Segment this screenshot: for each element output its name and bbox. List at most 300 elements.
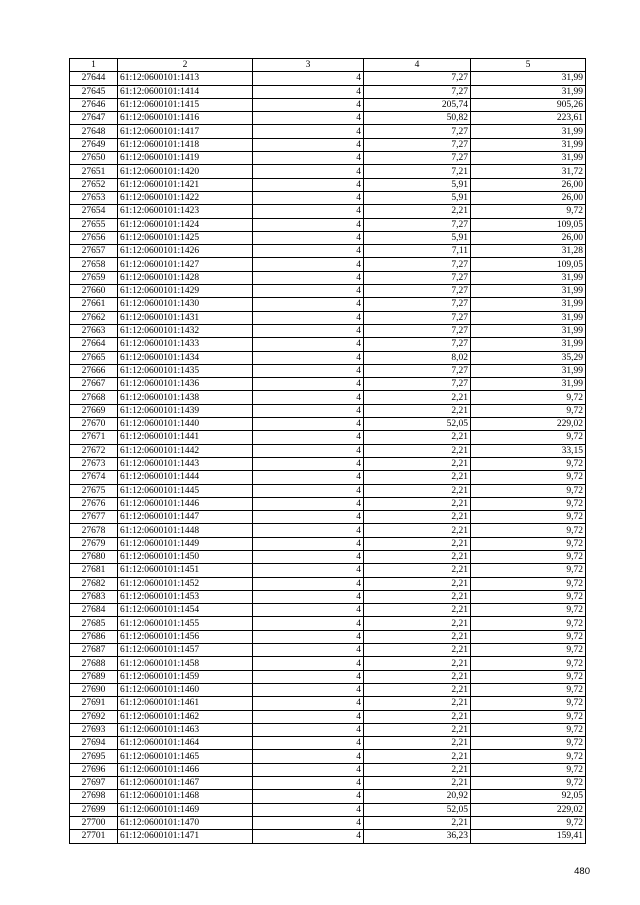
table-cell: 27646 [70, 98, 118, 111]
table-cell: 27696 [70, 763, 118, 776]
table-cell: 61:12:0600101:1465 [118, 750, 253, 763]
table-cell: 27671 [70, 431, 118, 444]
table-cell: 9,72 [471, 391, 586, 404]
table-cell: 61:12:0600101:1449 [118, 537, 253, 550]
table-cell: 9,72 [471, 644, 586, 657]
table-cell: 4 [253, 657, 364, 670]
table-cell: 27653 [70, 191, 118, 204]
table-cell: 2,21 [364, 471, 471, 484]
table-row [70, 351, 586, 364]
table-cell: 61:12:0600101:1423 [118, 205, 253, 218]
table-row [70, 112, 586, 125]
table-cell: 27686 [70, 630, 118, 643]
table-cell: 2,21 [364, 524, 471, 537]
table-cell: 61:12:0600101:1424 [118, 218, 253, 231]
table-cell: 27692 [70, 710, 118, 723]
table-cell: 4 [253, 178, 364, 191]
table-cell: 31,99 [471, 152, 586, 165]
table-cell: 27673 [70, 457, 118, 470]
table-cell: 61:12:0600101:1430 [118, 298, 253, 311]
table-cell: 27667 [70, 378, 118, 391]
table-cell: 52,05 [364, 803, 471, 816]
table-cell: 4 [253, 338, 364, 351]
table-row [70, 125, 586, 138]
table-cell: 9,72 [471, 471, 586, 484]
table-cell: 61:12:0600101:1440 [118, 418, 253, 431]
table-cell: 159,41 [471, 830, 586, 843]
table-cell: 35,29 [471, 351, 586, 364]
table-cell: 26,00 [471, 178, 586, 191]
table-cell: 27649 [70, 138, 118, 151]
table-cell: 9,72 [471, 777, 586, 790]
table-row [70, 431, 586, 444]
table-cell: 26,00 [471, 191, 586, 204]
table-cell: 50,82 [364, 112, 471, 125]
table-cell: 9,72 [471, 404, 586, 417]
table-cell: 9,72 [471, 710, 586, 723]
table-cell: 27652 [70, 178, 118, 191]
table-row [70, 710, 586, 723]
table-cell: 7,27 [364, 298, 471, 311]
table-cell: 61:12:0600101:1470 [118, 816, 253, 829]
table-cell: 9,72 [471, 604, 586, 617]
table-cell: 26,00 [471, 231, 586, 244]
table-cell: 2,21 [364, 670, 471, 683]
table-cell: 4 [253, 72, 364, 85]
table-cell: 4 [253, 497, 364, 510]
table-cell: 27663 [70, 324, 118, 337]
table-cell: 7,27 [364, 85, 471, 98]
table-cell: 7,27 [364, 218, 471, 231]
table-cell: 31,99 [471, 311, 586, 324]
table-row [70, 737, 586, 750]
table-row [70, 324, 586, 337]
table-row [70, 670, 586, 683]
table-cell: 7,27 [364, 311, 471, 324]
table-cell: 9,72 [471, 630, 586, 643]
table-cell: 27675 [70, 484, 118, 497]
table-cell: 9,72 [471, 750, 586, 763]
table-cell: 4 [253, 604, 364, 617]
table-cell: 9,72 [471, 657, 586, 670]
table-cell: 4 [253, 683, 364, 696]
table-cell: 4 [253, 112, 364, 125]
table-cell: 61:12:0600101:1436 [118, 378, 253, 391]
table-cell: 27662 [70, 311, 118, 324]
table-cell: 61:12:0600101:1459 [118, 670, 253, 683]
table-row [70, 657, 586, 670]
table-cell: 4 [253, 231, 364, 244]
table-row [70, 830, 586, 843]
table-cell: 109,05 [471, 218, 586, 231]
table-cell: 4 [253, 98, 364, 111]
table-cell: 2,21 [364, 697, 471, 710]
table-cell: 61:12:0600101:1416 [118, 112, 253, 125]
table-cell: 7,27 [364, 338, 471, 351]
table-row [70, 205, 586, 218]
table-cell: 4 [253, 138, 364, 151]
table-cell: 27690 [70, 683, 118, 696]
table-row [70, 590, 586, 603]
table-cell: 4 [253, 404, 364, 417]
table-row [70, 364, 586, 377]
table-cell: 27691 [70, 697, 118, 710]
table-cell: 27672 [70, 444, 118, 457]
table-cell: 27659 [70, 271, 118, 284]
table-cell: 8,02 [364, 351, 471, 364]
table-cell: 4 [253, 777, 364, 790]
table-cell: 4 [253, 537, 364, 550]
table-cell: 4 [253, 324, 364, 337]
table-cell: 4 [253, 803, 364, 816]
table-cell: 31,99 [471, 285, 586, 298]
table-cell: 9,72 [471, 497, 586, 510]
table-cell: 61:12:0600101:1448 [118, 524, 253, 537]
table-row [70, 218, 586, 231]
table-row [70, 258, 586, 271]
table-row [70, 298, 586, 311]
table-cell: 4 [253, 378, 364, 391]
table-cell: 61:12:0600101:1434 [118, 351, 253, 364]
table-cell: 31,99 [471, 298, 586, 311]
table-cell: 4 [253, 471, 364, 484]
table-cell: 9,72 [471, 564, 586, 577]
table-row [70, 497, 586, 510]
table-row [70, 604, 586, 617]
table-cell: 223,61 [471, 112, 586, 125]
table-cell: 109,05 [471, 258, 586, 271]
table-cell: 9,72 [471, 524, 586, 537]
table-cell: 7,27 [364, 364, 471, 377]
table-cell: 27677 [70, 511, 118, 524]
table-cell: 9,72 [471, 577, 586, 590]
table-cell: 61:12:0600101:1447 [118, 511, 253, 524]
table-cell: 31,99 [471, 125, 586, 138]
table-cell: 4 [253, 165, 364, 178]
table-cell: 27697 [70, 777, 118, 790]
cadastral-table [69, 58, 586, 844]
table-cell: 61:12:0600101:1456 [118, 630, 253, 643]
table-cell: 61:12:0600101:1468 [118, 790, 253, 803]
table-cell: 4 [253, 125, 364, 138]
table-cell: 27688 [70, 657, 118, 670]
table-cell: 61:12:0600101:1444 [118, 471, 253, 484]
table-cell: 7,27 [364, 285, 471, 298]
table-row [70, 85, 586, 98]
table-cell: 27670 [70, 418, 118, 431]
table-cell: 4 [253, 550, 364, 563]
table-cell: 92,05 [471, 790, 586, 803]
table-cell: 27685 [70, 617, 118, 630]
table-cell: 27693 [70, 723, 118, 736]
table-cell: 61:12:0600101:1427 [118, 258, 253, 271]
table-cell: 4 [253, 152, 364, 165]
table-row [70, 245, 586, 258]
table-cell: 27680 [70, 550, 118, 563]
table-row [70, 418, 586, 431]
table-cell: 61:12:0600101:1460 [118, 683, 253, 696]
table-cell: 4 [253, 431, 364, 444]
table-cell: 9,72 [471, 484, 586, 497]
table-cell: 2,21 [364, 737, 471, 750]
table-row [70, 763, 586, 776]
table-row [70, 816, 586, 829]
table-cell: 31,99 [471, 72, 586, 85]
table-cell: 61:12:0600101:1432 [118, 324, 253, 337]
table-cell: 61:12:0600101:1464 [118, 737, 253, 750]
table-cell: 9,72 [471, 816, 586, 829]
column-header-1: 1 [70, 59, 118, 72]
table-row [70, 630, 586, 643]
table-cell: 2,21 [364, 644, 471, 657]
table-cell: 27678 [70, 524, 118, 537]
table-cell: 4 [253, 816, 364, 829]
table-row [70, 338, 586, 351]
table-cell: 27651 [70, 165, 118, 178]
table-cell: 4 [253, 564, 364, 577]
table-cell: 2,21 [364, 431, 471, 444]
table-row [70, 750, 586, 763]
table-row [70, 444, 586, 457]
table-cell: 4 [253, 511, 364, 524]
table-cell: 61:12:0600101:1451 [118, 564, 253, 577]
table-row [70, 138, 586, 151]
table-cell: 27668 [70, 391, 118, 404]
table-cell: 31,99 [471, 138, 586, 151]
table-cell: 61:12:0600101:1471 [118, 830, 253, 843]
table-row [70, 457, 586, 470]
table-cell: 61:12:0600101:1415 [118, 98, 253, 111]
table-cell: 7,27 [364, 152, 471, 165]
table-cell: 27682 [70, 577, 118, 590]
table-cell: 27689 [70, 670, 118, 683]
table-cell: 4 [253, 710, 364, 723]
table-cell: 9,72 [471, 683, 586, 696]
table-cell: 4 [253, 311, 364, 324]
table-row [70, 72, 586, 85]
table-cell: 61:12:0600101:1450 [118, 550, 253, 563]
table-cell: 4 [253, 697, 364, 710]
table-row [70, 777, 586, 790]
table-row [70, 697, 586, 710]
table-header-row [70, 59, 586, 72]
table-cell: 61:12:0600101:1433 [118, 338, 253, 351]
table-cell: 61:12:0600101:1457 [118, 644, 253, 657]
table-cell: 2,21 [364, 657, 471, 670]
table-cell: 4 [253, 524, 364, 537]
table-body [70, 72, 586, 843]
table-row [70, 617, 586, 630]
table-cell: 4 [253, 444, 364, 457]
table-cell: 61:12:0600101:1429 [118, 285, 253, 298]
table-cell: 9,72 [471, 590, 586, 603]
table-row [70, 285, 586, 298]
table-cell: 61:12:0600101:1453 [118, 590, 253, 603]
table-cell: 4 [253, 590, 364, 603]
table-cell: 9,72 [471, 431, 586, 444]
table-row [70, 165, 586, 178]
table-cell: 9,72 [471, 723, 586, 736]
column-header-4: 4 [364, 59, 471, 72]
table-cell: 9,72 [471, 697, 586, 710]
table-cell: 61:12:0600101:1419 [118, 152, 253, 165]
table-cell: 2,21 [364, 511, 471, 524]
table-cell: 4 [253, 391, 364, 404]
table-cell: 4 [253, 484, 364, 497]
table-cell: 61:12:0600101:1469 [118, 803, 253, 816]
table-cell: 4 [253, 271, 364, 284]
table-cell: 61:12:0600101:1413 [118, 72, 253, 85]
table-cell: 2,21 [364, 205, 471, 218]
table-row [70, 723, 586, 736]
table-cell: 2,21 [364, 723, 471, 736]
table-cell: 31,28 [471, 245, 586, 258]
table-row [70, 550, 586, 563]
table-cell: 4 [253, 85, 364, 98]
table-cell: 4 [253, 790, 364, 803]
table-cell: 27669 [70, 404, 118, 417]
table-cell: 27654 [70, 205, 118, 218]
table-cell: 27665 [70, 351, 118, 364]
table-cell: 61:12:0600101:1458 [118, 657, 253, 670]
table-cell: 4 [253, 723, 364, 736]
table-cell: 61:12:0600101:1431 [118, 311, 253, 324]
table-cell: 2,21 [364, 497, 471, 510]
table-cell: 7,21 [364, 165, 471, 178]
table-cell: 2,21 [364, 457, 471, 470]
table-cell: 61:12:0600101:1443 [118, 457, 253, 470]
table-cell: 2,21 [364, 564, 471, 577]
table-cell: 4 [253, 218, 364, 231]
table-cell: 27683 [70, 590, 118, 603]
table-cell: 61:12:0600101:1438 [118, 391, 253, 404]
table-row [70, 311, 586, 324]
table-cell: 61:12:0600101:1426 [118, 245, 253, 258]
table-row [70, 391, 586, 404]
table-cell: 5,91 [364, 231, 471, 244]
table-cell: 9,72 [471, 457, 586, 470]
table-cell: 27655 [70, 218, 118, 231]
table-cell: 61:12:0600101:1462 [118, 710, 253, 723]
table-cell: 61:12:0600101:1422 [118, 191, 253, 204]
table-cell: 2,21 [364, 630, 471, 643]
table-cell: 7,11 [364, 245, 471, 258]
table-row [70, 803, 586, 816]
column-header-3: 3 [253, 59, 364, 72]
table-cell: 4 [253, 617, 364, 630]
table-cell: 31,99 [471, 338, 586, 351]
table-cell: 27650 [70, 152, 118, 165]
table-cell: 27648 [70, 125, 118, 138]
table-row [70, 564, 586, 577]
table-cell: 205,74 [364, 98, 471, 111]
table-cell: 5,91 [364, 178, 471, 191]
table-cell: 7,27 [364, 72, 471, 85]
column-header-5: 5 [471, 59, 586, 72]
table-cell: 4 [253, 763, 364, 776]
table-cell: 9,72 [471, 205, 586, 218]
table-cell: 2,21 [364, 391, 471, 404]
table-cell: 27657 [70, 245, 118, 258]
table-cell: 61:12:0600101:1421 [118, 178, 253, 191]
table-cell: 27695 [70, 750, 118, 763]
table-cell: 27674 [70, 471, 118, 484]
table-cell: 4 [253, 285, 364, 298]
table-cell: 61:12:0600101:1442 [118, 444, 253, 457]
table-cell: 61:12:0600101:1414 [118, 85, 253, 98]
table-cell: 2,21 [364, 816, 471, 829]
table-cell: 61:12:0600101:1454 [118, 604, 253, 617]
table-row [70, 537, 586, 550]
table-cell: 4 [253, 670, 364, 683]
table-cell: 7,27 [364, 378, 471, 391]
table-cell: 2,21 [364, 404, 471, 417]
table-cell: 27645 [70, 85, 118, 98]
table-row [70, 271, 586, 284]
table-cell: 31,99 [471, 324, 586, 337]
table-cell: 27661 [70, 298, 118, 311]
table-row [70, 378, 586, 391]
table-row [70, 98, 586, 111]
table-cell: 27700 [70, 816, 118, 829]
table-cell: 2,21 [364, 750, 471, 763]
table-row [70, 152, 586, 165]
table-cell: 61:12:0600101:1445 [118, 484, 253, 497]
table-cell: 27694 [70, 737, 118, 750]
table-cell: 61:12:0600101:1420 [118, 165, 253, 178]
table-cell: 7,27 [364, 258, 471, 271]
table-cell: 36,23 [364, 830, 471, 843]
table-cell: 2,21 [364, 617, 471, 630]
table-row [70, 577, 586, 590]
table-cell: 7,27 [364, 271, 471, 284]
table-cell: 61:12:0600101:1463 [118, 723, 253, 736]
table-cell: 61:12:0600101:1455 [118, 617, 253, 630]
table-cell: 4 [253, 245, 364, 258]
table-cell: 27679 [70, 537, 118, 550]
table-cell: 2,21 [364, 683, 471, 696]
table-cell: 4 [253, 630, 364, 643]
table-cell: 2,21 [364, 777, 471, 790]
table-cell: 27666 [70, 364, 118, 377]
table-cell: 27681 [70, 564, 118, 577]
table-cell: 27660 [70, 285, 118, 298]
table-cell: 27644 [70, 72, 118, 85]
table-cell: 2,21 [364, 550, 471, 563]
table-cell: 61:12:0600101:1466 [118, 763, 253, 776]
table-cell: 4 [253, 644, 364, 657]
table-cell: 7,27 [364, 324, 471, 337]
table-cell: 61:12:0600101:1435 [118, 364, 253, 377]
page-number: 480 [574, 866, 590, 877]
table-cell: 4 [253, 351, 364, 364]
table-cell: 5,91 [364, 191, 471, 204]
table-cell: 2,21 [364, 710, 471, 723]
table-cell: 4 [253, 418, 364, 431]
table-cell: 4 [253, 258, 364, 271]
table-cell: 27684 [70, 604, 118, 617]
table-cell: 27699 [70, 803, 118, 816]
table-cell: 31,72 [471, 165, 586, 178]
table-cell: 4 [253, 364, 364, 377]
table-cell: 61:12:0600101:1428 [118, 271, 253, 284]
table-cell: 61:12:0600101:1452 [118, 577, 253, 590]
table-cell: 33,15 [471, 444, 586, 457]
table-cell: 905,26 [471, 98, 586, 111]
table-cell: 27698 [70, 790, 118, 803]
table-cell: 9,72 [471, 617, 586, 630]
table-cell: 2,21 [364, 444, 471, 457]
